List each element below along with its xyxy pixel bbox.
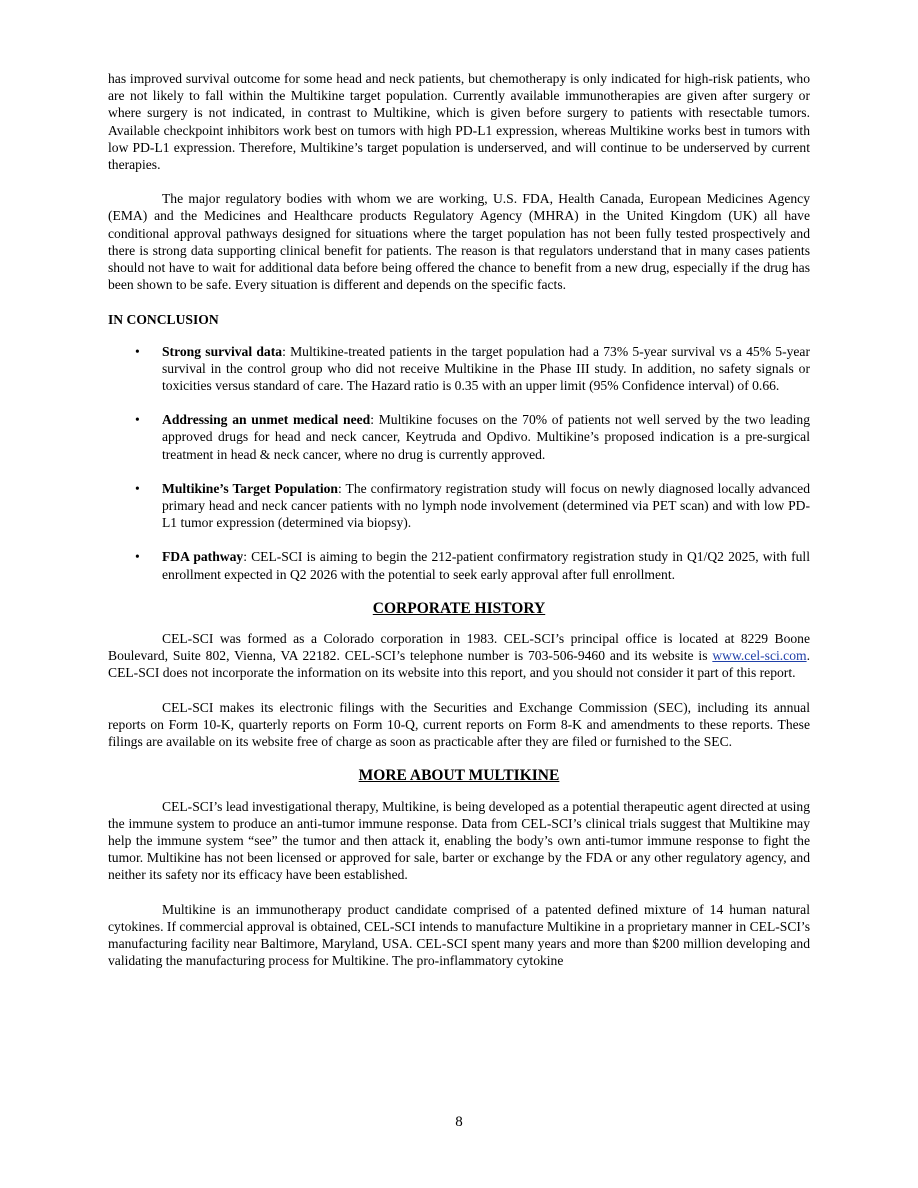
corporate-info-text: CEL-SCI was formed as a Colorado corporation in 1983. CEL-SCI’s principal office is located at 8229 Boone Boulevard, Suite 802, Vienna, VA 22182. CEL-SCI’s telephone number is 703-506-9460 and its website is — [108, 631, 810, 664]
list-item-title: FDA pathway — [162, 549, 244, 565]
list-item — [108, 548, 810, 582]
list-item-title: Multikine’s Target Population — [162, 480, 338, 496]
paragraph-regulatory-bodies: The major regulatory bodies with whom we are working, U.S. FDA, Health Canada, European Medicines Agency (EMA) and the Medicines and Healthcare products Regulatory Agency (MHRA) in the United Kingdom (UK) all have conditional approval pathways designed for situations where the target population has not been fully tested prospectively and there is strong data supporting clinical benefit for patients. The reason is that regulators understand that in many cases patients should not have to wait for additional data before being offered the chance to benefit from a new drug, especially if the drug has been shown to be safe. Every situation is different and depends on the specific facts. — [108, 191, 810, 293]
list-item-title: Addressing an unmet medical need — [162, 412, 371, 428]
list-item-text: : The confirmatory registration study will focus on newly diagnosed locally advanced primary head and neck cancer patients with no lymph node involvement (determined via PET scan) and with low PD-L1 tumor expression (determined via biopsy). — [162, 480, 810, 531]
paragraph-multikine-therapy: CEL-SCI’s lead investigational therapy, Multikine, is being developed as a potential therapeutic agent directed at using the immune system to produce an anti-tumor immune response. Data from CEL-SCI’s clinical trials suggest that Multikine may help the immune system “see” the tumor and then attack it, enabling the body’s own anti-tumor immune response to fight the tumor. Multikine has not been licensed or approved for sale, barter or exchange by the FDA or any other regulatory agency, and neither its safety nor its efficacy have been established. — [108, 798, 810, 883]
list-item — [108, 480, 810, 532]
list-item-text: : CEL-SCI is aiming to begin the 212-patient confirmatory registration study in Q1/Q2 2025, with full enrollment expected in Q2 2026 with the potential to seek early approval after full enrollment. — [162, 549, 810, 582]
list-item — [108, 411, 810, 463]
paragraph-multikine-product: Multikine is an immunotherapy product candidate comprised of a patented defined mixture of 14 human natural cytokines. If commercial approval is obtained, CEL-SCI intends to manufacture Multikine in a proprietary manner in CEL-SCI’s manufacturing facility near Baltimore, Maryland, USA. CEL-SCI spent many years and more than $200 million developing and validating the manufacturing process for Multikine. The pro-inflammatory cytokine — [108, 901, 810, 969]
conclusion-list — [108, 343, 810, 583]
website-link[interactable]: www.cel-sci.com — [712, 648, 807, 664]
bullet-icon: • — [135, 480, 140, 496]
more-about-multikine-title: MORE ABOUT MULTIKINE — [358, 767, 560, 785]
paragraph-sec-filings: CEL-SCI makes its electronic filings with the Securities and Exchange Commission (SEC), including its annual reports on Form 10-K, quarterly reports on Form 10-Q, current reports on Form 8-K and amendments to these reports. These filings are available on its website free of charge as soon as practicable after they are filed or furnished to the SEC. — [108, 699, 810, 750]
corporate-history-title: CORPORATE HISTORY — [372, 599, 546, 617]
bullet-icon: • — [135, 343, 140, 359]
list-item — [108, 343, 810, 395]
bullet-icon: • — [135, 412, 140, 428]
page-number: 8 — [455, 1114, 463, 1130]
paragraph-corporate-info — [108, 630, 810, 682]
corporate-info-text-end: . CEL-SCI does not incorporate the information on its website into this report, and you should not consider it part of this report. — [108, 648, 810, 681]
page-body — [108, 70, 810, 969]
bullet-icon: • — [135, 549, 140, 565]
conclusion-heading: IN CONCLUSION — [108, 312, 219, 328]
paragraph-continued: has improved survival outcome for some head and neck patients, but chemotherapy is only indicated for high-risk patients, who are not likely to fall within the Multikine target population. Currently available immunotherapies are given after surgery or where surgery is not indicated, in contrast to Multikine, which is given before surgery to patients with resectable tumors. Available checkpoint inhibitors work best on tumors with high PD-L1 expression, whereas Multikine works best in tumors with low PD-L1 expression. Therefore, Multikine’s target population is underserved, and will continue to be underserved by current therapies. — [108, 71, 810, 173]
list-item-text: : Multikine-treated patients in the target population had a 73% 5-year survival vs a 45% 5-year survival in the control group who did not receive Multikine in the Phase III study. In addition, no safety signals or toxicities versus standard of care. The Hazard ratio is 0.35 with an upper limit (95% Confidence interval) of 0.66. — [162, 343, 810, 394]
list-item-title: Strong survival data — [162, 343, 283, 359]
list-item-text: : Multikine focuses on the 70% of patients not well served by the two leading approved drugs for head and neck cancer, Keytruda and Opdivo. Multikine’s proposed indication is a pre-surgical treatment in head & neck cancer, where no drug is currently approved. — [162, 412, 810, 462]
